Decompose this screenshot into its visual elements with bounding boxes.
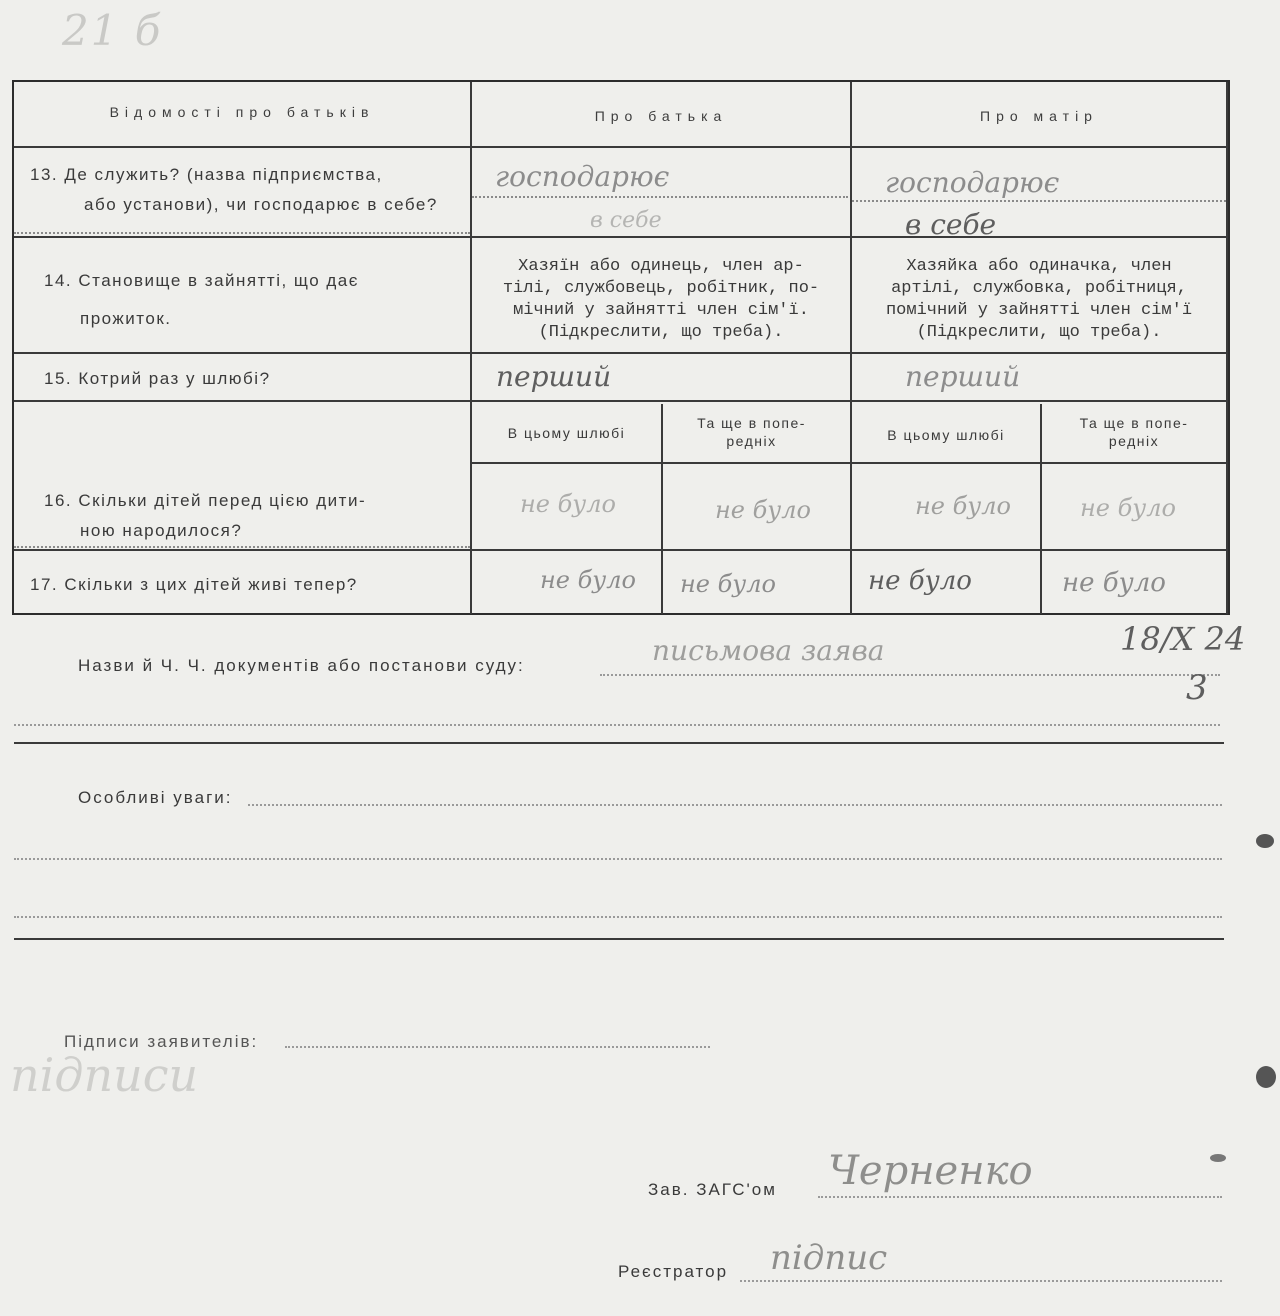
- documents-label: Назви й Ч. Ч. документів або постанови суду:: [78, 656, 525, 675]
- row-15-father-value: перший: [496, 360, 612, 393]
- row-14-label-line2: прожиток.: [80, 309, 172, 328]
- row-16-mother-previous-value: не було: [1080, 494, 1176, 522]
- subheader-mother-previous: [1042, 414, 1226, 450]
- row-14-father-options: [474, 256, 848, 344]
- row-13-mother-value-2: в себе: [905, 208, 997, 241]
- option-line: помічний у зайнятті член сім'ї: [885, 301, 1193, 320]
- table-divider: [14, 232, 470, 234]
- ink-smudge: [1210, 1154, 1226, 1162]
- documents-date: 18/X 24: [1120, 620, 1246, 658]
- row-15-label: 15. Котрий раз у шлюбі?: [44, 369, 271, 388]
- row-16-mother-this-value: не було: [915, 492, 1011, 520]
- row-13-label-line2: або установи), чи господарює в себе?: [84, 195, 438, 214]
- subheader-father-previous: [663, 414, 840, 450]
- option-line: тілі, службовець, робітник, по-: [502, 279, 820, 298]
- registrar-line: [740, 1280, 1222, 1282]
- table-divider: [14, 352, 1228, 354]
- row-16-father-previous-value: не було: [715, 496, 811, 524]
- column-header-mother: Про матір: [980, 108, 1098, 124]
- option-line: артілі, службовка, робітниця,: [891, 279, 1187, 298]
- row-16-label: [44, 486, 464, 546]
- table-divider: [14, 400, 1228, 402]
- documents-value: письмова заява: [652, 634, 885, 667]
- subheader-line: Та ще в попе-: [697, 415, 806, 431]
- table-divider: [850, 82, 852, 614]
- table-divider: [1226, 82, 1228, 614]
- row-13-mother-value: господарює: [885, 166, 1060, 199]
- row-16-label-line2: ною народилося?: [80, 521, 243, 540]
- section-rule: [14, 742, 1224, 744]
- head-of-registry-label: Зав. ЗАГС'ом: [648, 1180, 777, 1199]
- head-of-registry-signature: Черненко: [828, 1148, 1033, 1194]
- corner-mark: 21 б: [62, 6, 163, 55]
- row-14-label: [44, 262, 464, 338]
- table-divider: [14, 546, 470, 548]
- row-13-father-value-2: в себе: [590, 208, 662, 233]
- row-13-label: [30, 160, 460, 220]
- subheader-line: редніх: [726, 433, 777, 449]
- remarks-label: Особливі уваги:: [78, 788, 233, 807]
- row-17-mother-previous-value: не було: [1062, 568, 1166, 598]
- subheader-line: редніх: [1108, 433, 1160, 449]
- option-line: Хазяйка або одиначка, член: [906, 257, 1172, 276]
- remarks-line: [248, 804, 1222, 806]
- registrar-signature: підпис: [770, 1238, 888, 1278]
- option-line: Хазяїн або одинець, член ар-: [518, 257, 804, 276]
- column-header-father: Про батька: [594, 108, 728, 124]
- option-line: (Підкреслити, що треба).: [916, 323, 1162, 342]
- documents-line: [600, 674, 1220, 676]
- ink-smudge: [1256, 1066, 1276, 1088]
- row-14-mother-options: [854, 256, 1224, 344]
- row-15-mother-value: перший: [905, 360, 1021, 393]
- subheader-line: Та ще в попе-: [1079, 415, 1189, 431]
- option-line: (Підкреслити, що треба).: [538, 323, 784, 342]
- row-13-father-value: господарює: [495, 160, 670, 193]
- documents-line-2: [14, 724, 1220, 726]
- option-line: мічний у зайнятті член сім'ї.: [513, 301, 809, 320]
- table-divider: [472, 196, 848, 198]
- section-rule: [14, 938, 1224, 940]
- table-divider: [14, 236, 1228, 238]
- registrar-label: Реєстратор: [618, 1262, 729, 1281]
- documents-number: 3: [1186, 668, 1208, 708]
- row-16-father-this-value: не було: [520, 490, 616, 518]
- table-divider: [852, 200, 1226, 202]
- signatures-line: [285, 1046, 710, 1048]
- ink-smudge: [1256, 834, 1274, 848]
- table-divider: [470, 82, 472, 614]
- column-header-info: Відомості про батьків: [109, 104, 375, 120]
- table-divider: [14, 549, 1228, 551]
- row-17-father-this-value: не було: [540, 566, 636, 594]
- subheader-mother-this-marriage: В цьому шлюбі: [887, 427, 1005, 443]
- row-17-label: 17. Скільки з цих дітей живі тепер?: [30, 575, 358, 594]
- subheader-father-this-marriage: В цьому шлюбі: [507, 425, 626, 441]
- head-of-registry-line: [818, 1196, 1222, 1198]
- row-16-label-line1: 16. Скільки дітей перед цією дити-: [44, 491, 367, 510]
- remarks-line: [14, 858, 1222, 860]
- row-14-label-line1: 14. Становище в зайнятті, що дає: [44, 271, 359, 290]
- row-17-father-previous-value: не було: [680, 570, 776, 598]
- row-17-mother-this-value: не було: [868, 566, 972, 596]
- signatures-label: Підписи заявителів:: [64, 1032, 259, 1051]
- row-13-label-line1: 13. Де служить? (назва підприємства,: [30, 165, 383, 184]
- remarks-line: [14, 916, 1222, 918]
- table-divider: [14, 146, 1228, 148]
- signatures-value: підписи: [10, 1048, 199, 1102]
- table-divider: [472, 462, 1228, 464]
